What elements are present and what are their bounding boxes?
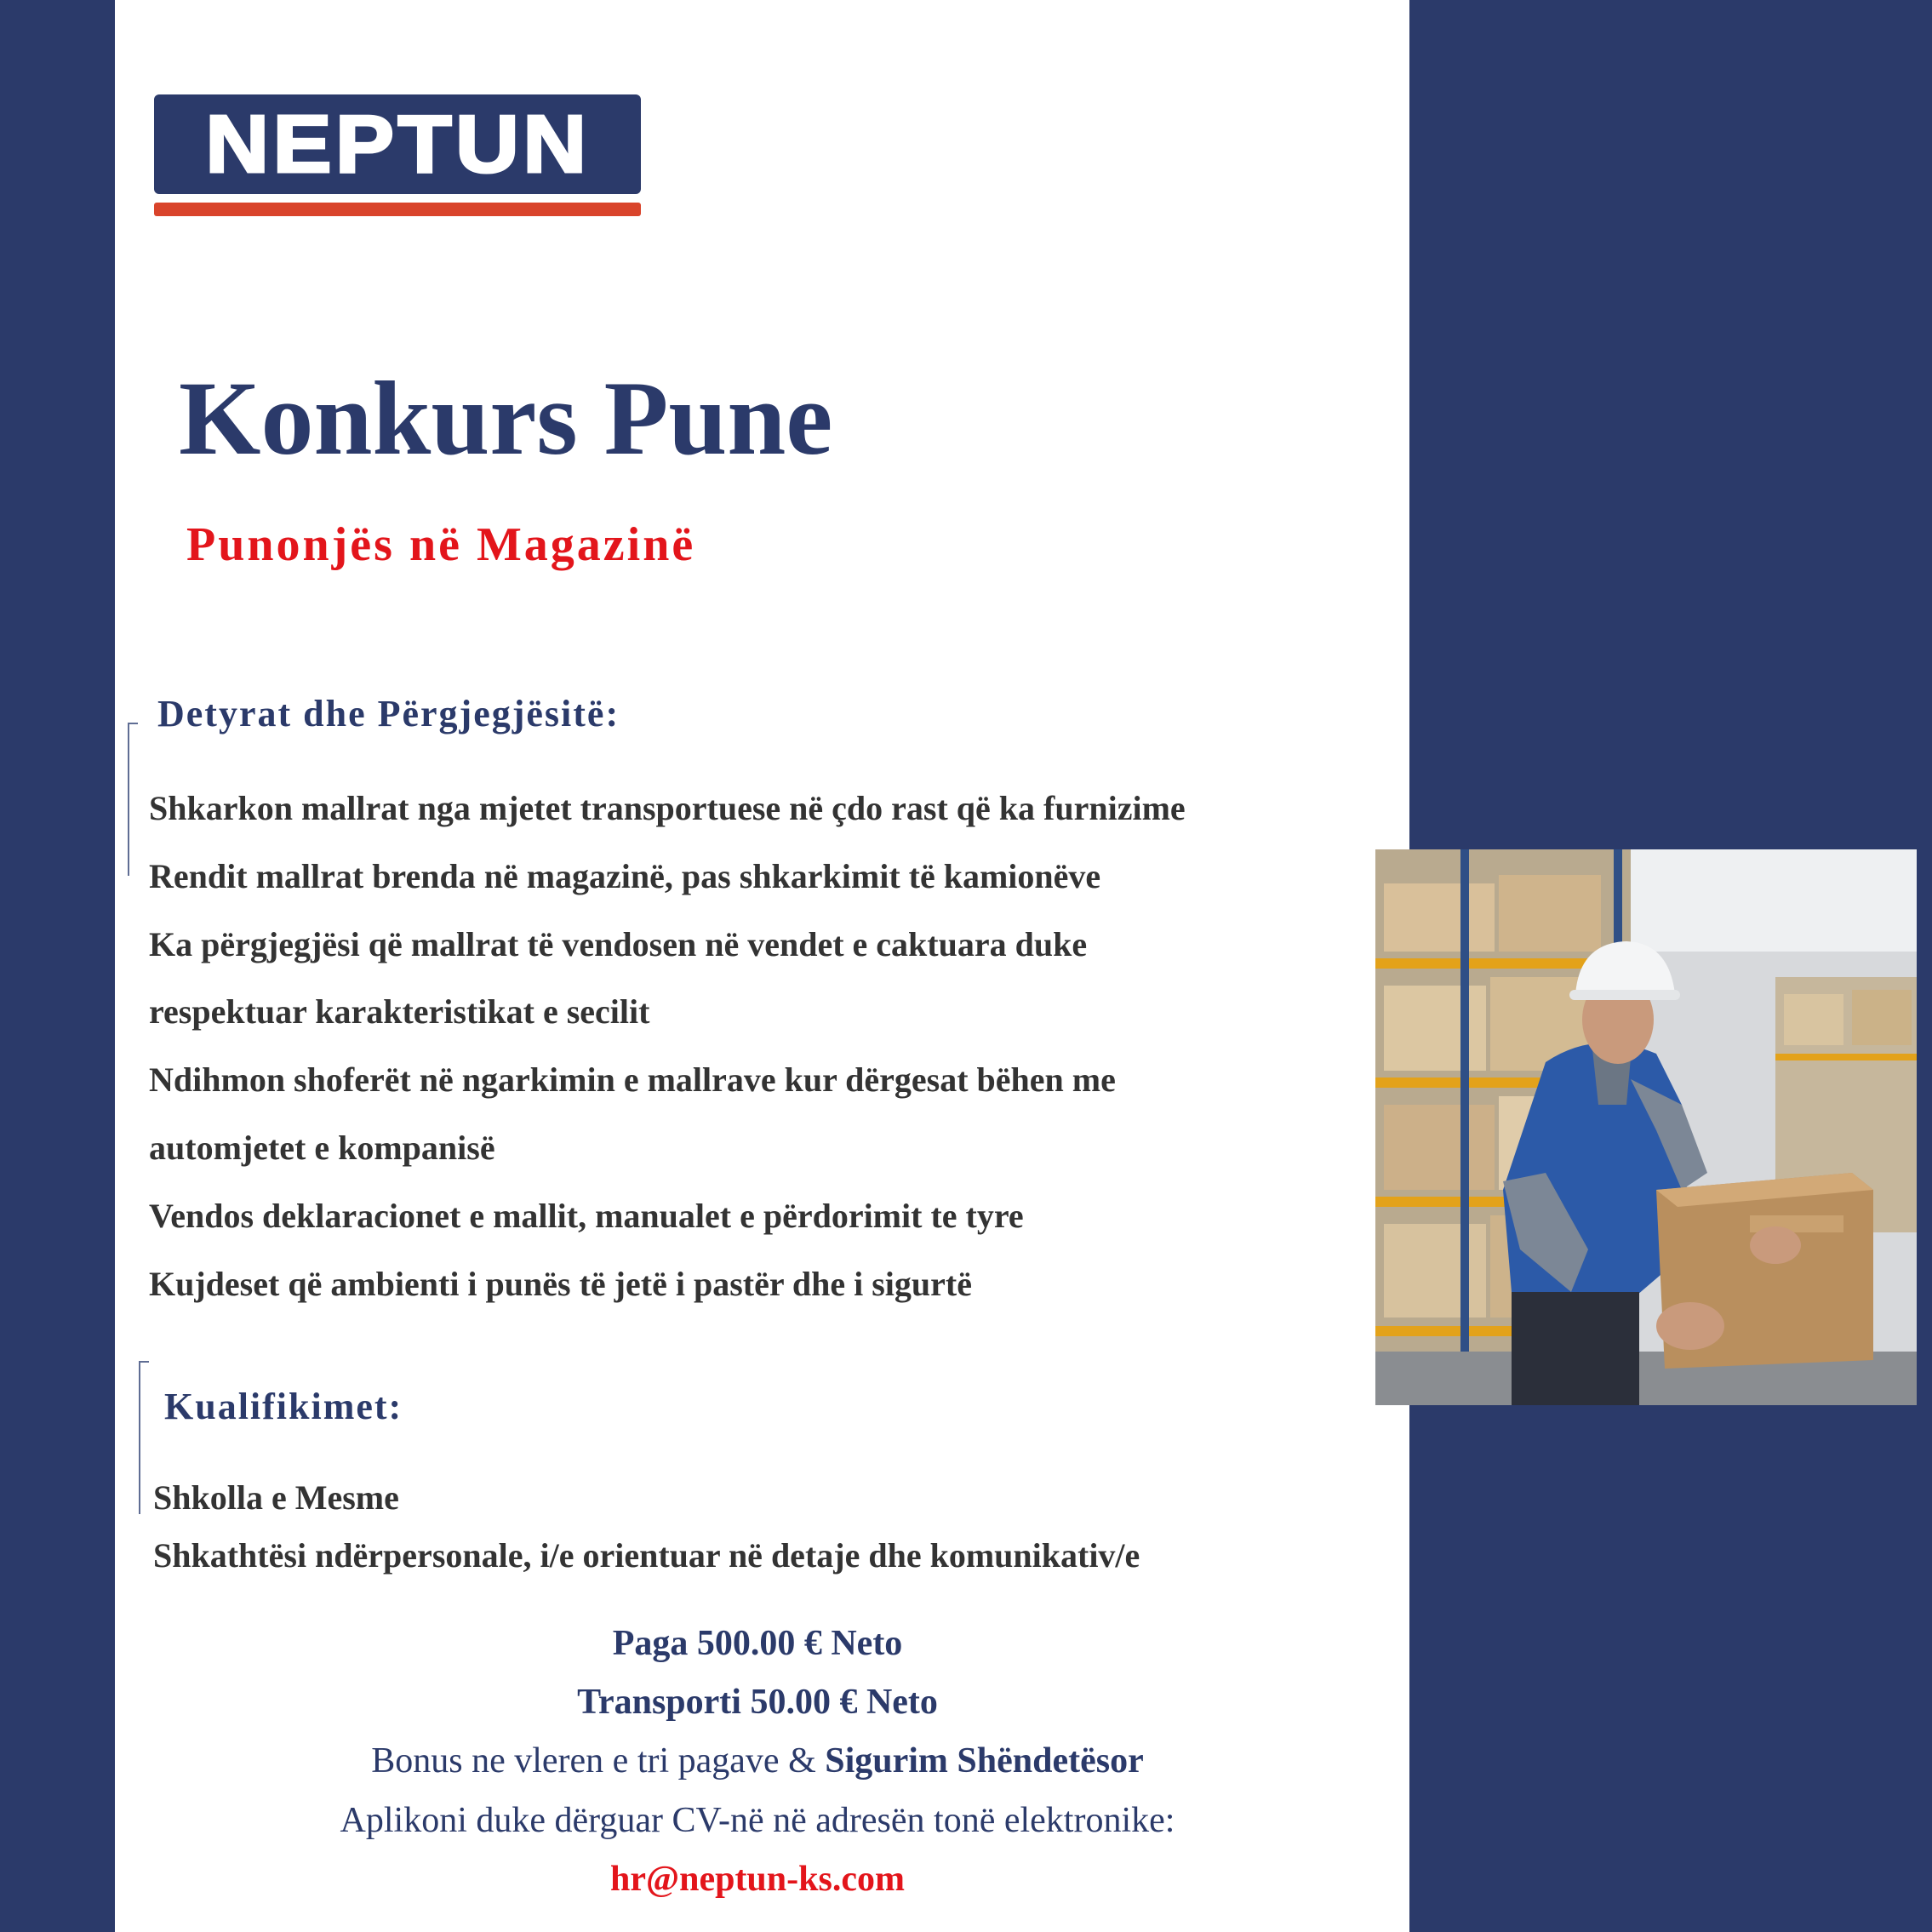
logo-text: NEPTUN <box>204 98 591 190</box>
health-insurance-text: Sigurim Shëndetësor <box>825 1741 1144 1781</box>
list-item: Vendos deklaracionet e mallit, manualet e përdorimit te tyre <box>149 1196 1024 1235</box>
list-item: Ndihmon shoferët në ngarkimin e mallrave kur dërgesat bëhen me <box>149 1060 1116 1100</box>
list-item: Kujdeset që ambienti i punës të jetë i pastër dhe i sigurtë <box>149 1264 972 1303</box>
list-item: Shkolla e Mesme <box>153 1478 399 1517</box>
list-item: automjetet e kompanisë <box>149 1128 495 1167</box>
warehouse-worker-photo <box>1375 849 1917 1405</box>
salary-text: Paga 500.00 € Neto <box>612 1624 903 1663</box>
qualifications-heading: Kualifikimet: <box>164 1386 403 1427</box>
neptun-logo <box>154 94 641 218</box>
duties-list <box>149 783 1186 1326</box>
email-link[interactable]: hr@neptun-ks.com <box>610 1860 905 1899</box>
qualifications-list <box>153 1477 1140 1592</box>
apply-instructions: Aplikoni duke dërguar CV-në në adresën tonë elektronike: <box>340 1801 1175 1840</box>
transport-text: Transporti 50.00 € Neto <box>577 1683 938 1722</box>
logo-underline <box>154 203 641 216</box>
list-item: Rendit mallrat brenda në magazinë, pas shkarkimit të kamionëve <box>149 856 1101 895</box>
section-bracket <box>139 1361 140 1514</box>
logo-box <box>154 94 641 194</box>
section-bracket <box>128 723 129 876</box>
duties-heading: Detyrat dhe Përgjegjësitë: <box>157 693 620 735</box>
list-item: Ka përgjegjësi që mallrat të vendosen në vendet e caktuara duke <box>149 924 1088 963</box>
bonus-text <box>128 1743 1387 1779</box>
list-item: respektuar karakteristikat e secilit <box>149 992 650 1032</box>
page-title: Konkurs Pune <box>179 360 833 477</box>
bonus-prefix: Bonus ne vleren e tri pagave & <box>371 1741 826 1781</box>
list-item: Shkathtësi ndërpersonale, i/e orientuar në detaje dhe komunikativ/e <box>153 1536 1140 1575</box>
job-title: Punonjës në Magazinë <box>186 518 696 571</box>
list-item: Shkarkon mallrat nga mjetet transportuese në çdo rast që ka furnizime <box>149 789 1186 827</box>
